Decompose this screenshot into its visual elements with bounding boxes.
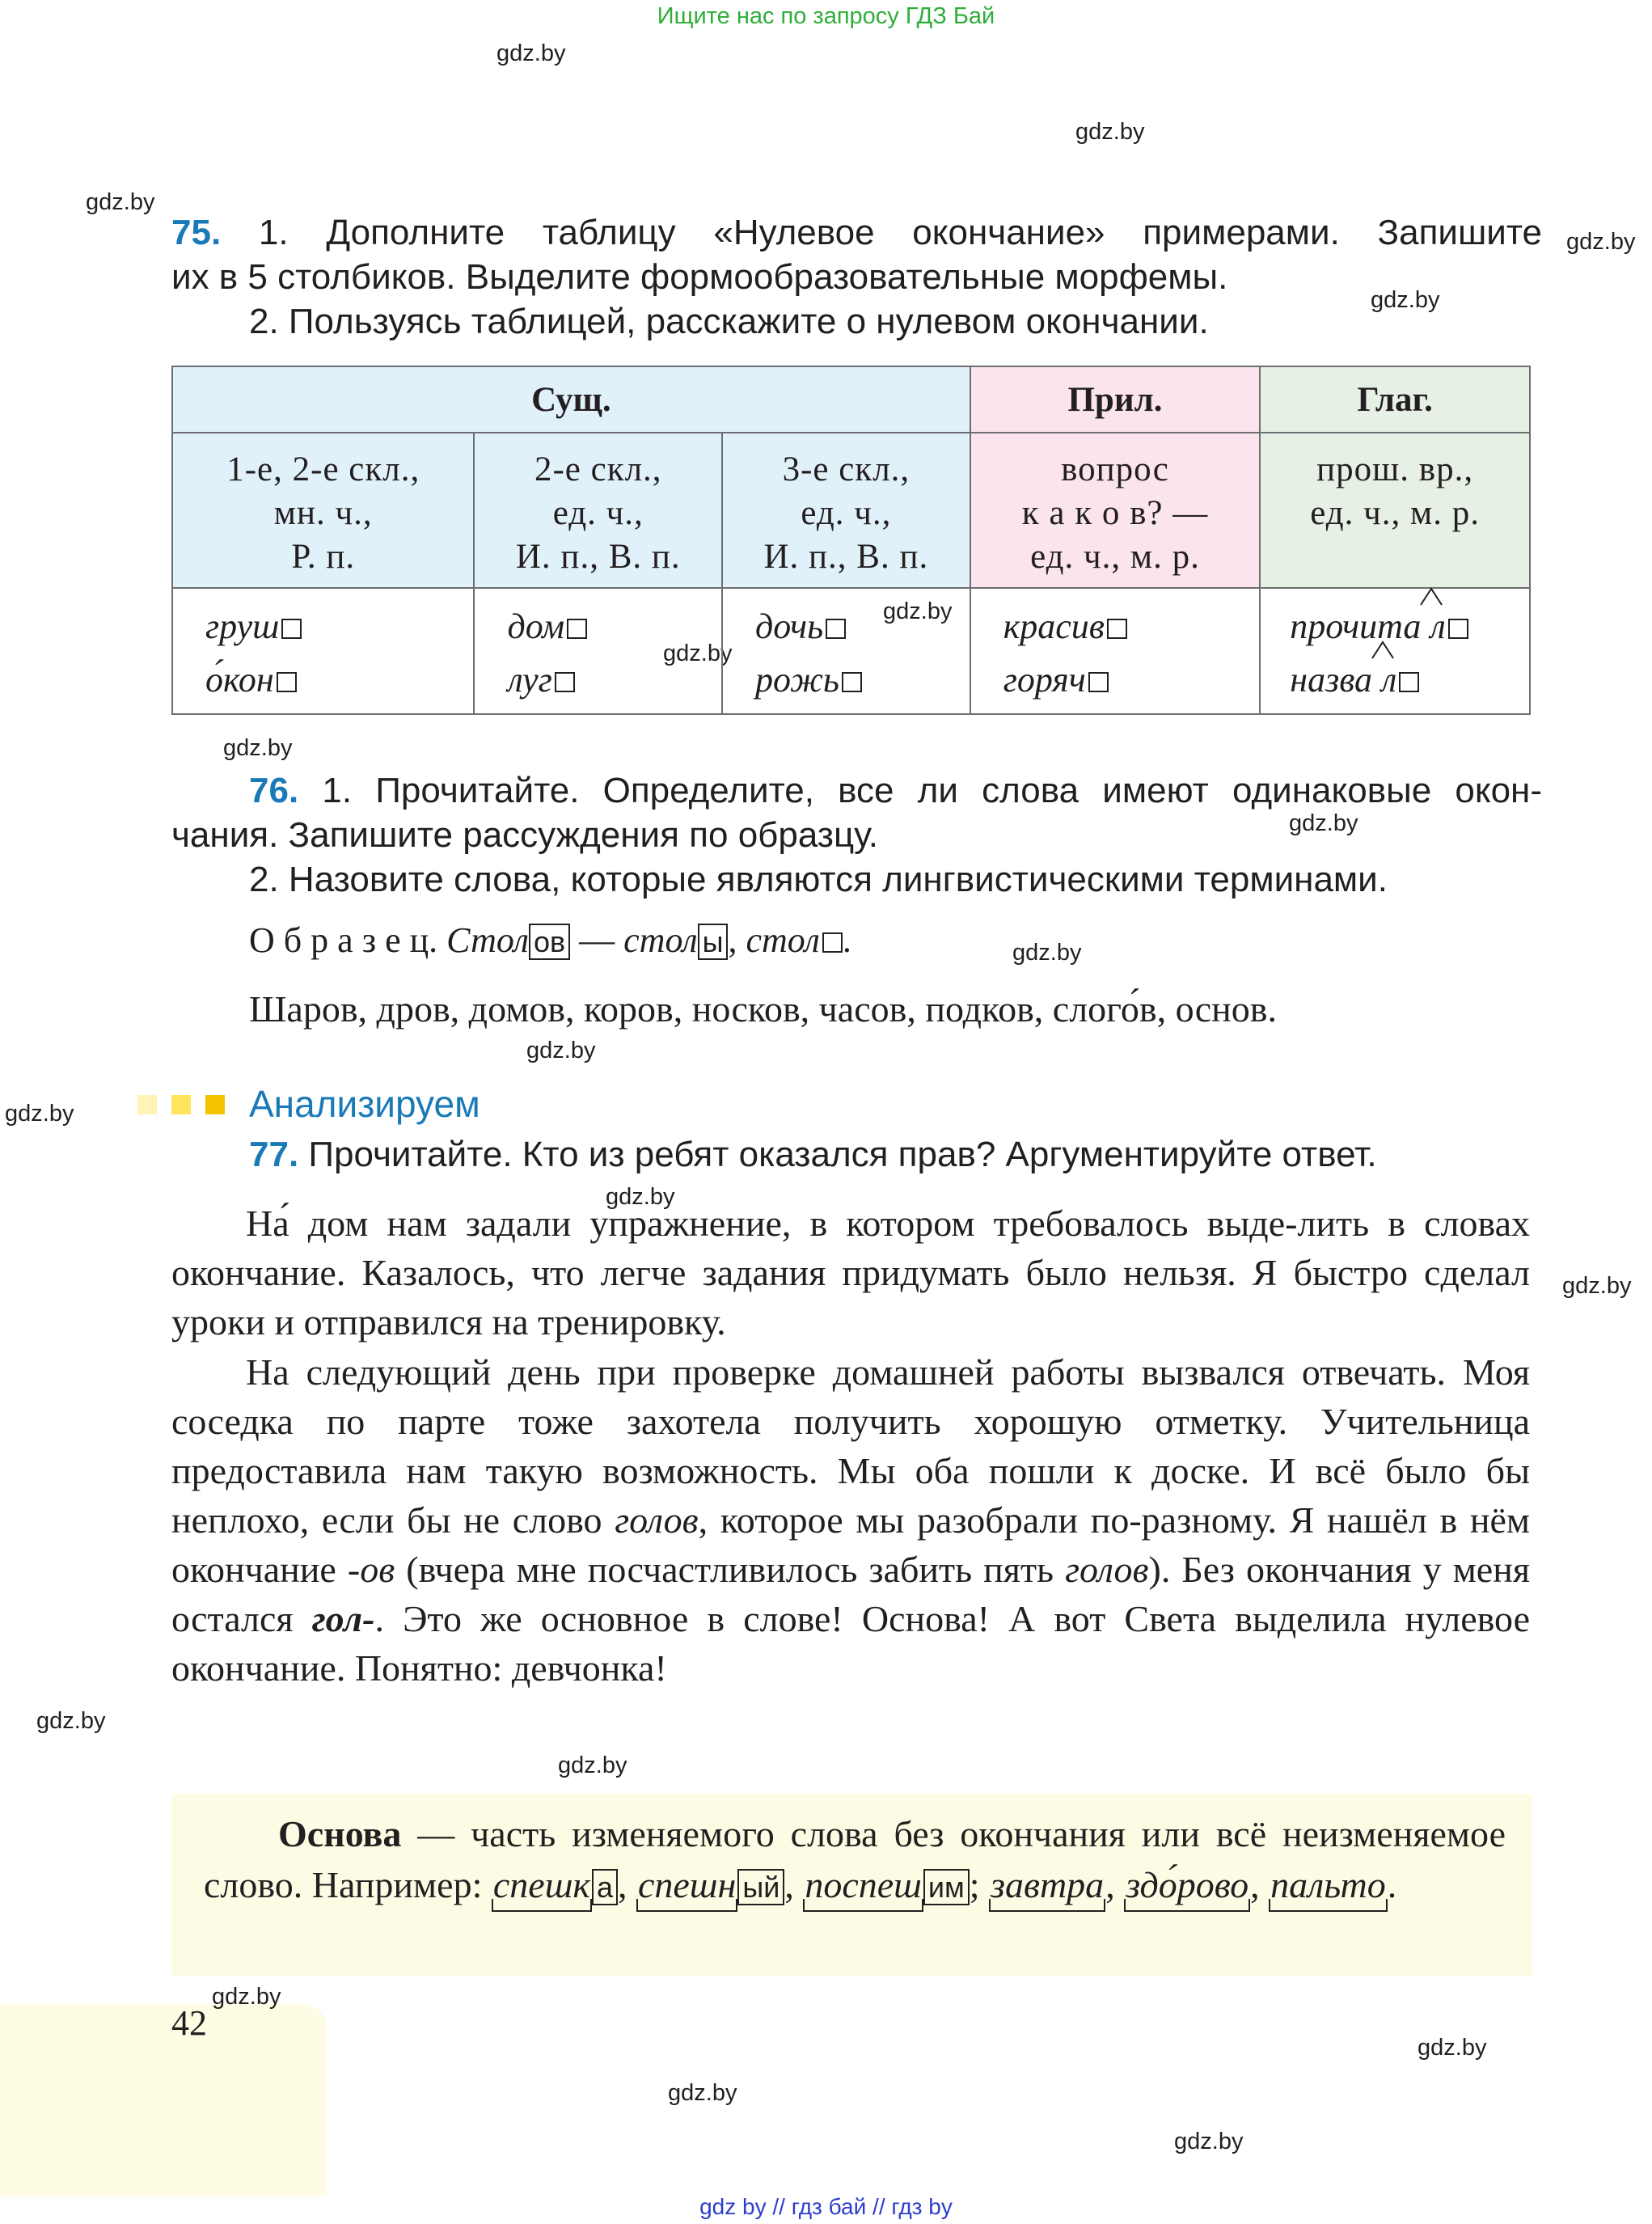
- header-verb: Глаг.: [1260, 366, 1530, 433]
- zero-ending-icon: [1399, 672, 1419, 692]
- watermark: gdz.by: [1289, 810, 1358, 836]
- header-adjective: Прил.: [970, 366, 1261, 433]
- zero-ending-icon: [842, 672, 862, 692]
- corner-decoration: [0, 2004, 327, 2197]
- watermark: gdz.by: [212, 1984, 281, 2010]
- ex76-line2: чания. Запишите рассуждения по образцу.: [171, 815, 879, 855]
- page-number: 42: [171, 2003, 207, 2043]
- example-cell: груш о́кон: [172, 588, 474, 714]
- watermark: gdz.by: [5, 1101, 74, 1127]
- subheader-cell: прош. вр., ед. ч., м. р.: [1260, 433, 1530, 588]
- example-cell: дочь рожь: [722, 588, 970, 714]
- section-title: Анализируем: [249, 1083, 480, 1125]
- rule-term: Основа: [278, 1813, 402, 1854]
- section-marker-2: [171, 1095, 191, 1114]
- zero-ending-icon: [1088, 672, 1109, 692]
- zero-ending-icon: [277, 672, 297, 692]
- watermark: gdz.by: [86, 189, 155, 215]
- ex75-line1: [171, 210, 1542, 255]
- ex77-task: [249, 1132, 1377, 1177]
- ex77-paragraph-2: На следующий день при проверке домашней работы вызвался отвечать. Моя соседка по парте тоже захотела получить хорошую отметку. Учительница предоставила нам такую возможность. Мы оба пошли к доске. И всё было бы неплохо, если бы не слово голов, которое мы разобрали по-разному. Я нашёл в нём окончание -ов (вчера мне посчастливилось забить пять голов). Без окончания у меня остался гол-. Это же основное в слове! Основа! А вот Света выделила нулевое окончание. Понятно: девчонка!: [171, 1351, 1531, 1689]
- ex75-line3: 2. Пользуясь таблицей, расскажите о нулевом окончании.: [249, 302, 1209, 341]
- rule-text: Основа — часть изменяемого слова без окончания или всё неизменяемое слово. Например: спешк а , спешн ый , поспеш им ; завтра, здо́рово, пальто.: [204, 1808, 1506, 1913]
- watermark: gdz.by: [663, 641, 733, 666]
- subheader-cell: 2-е скл., ед. ч., И. п., В. п.: [474, 433, 722, 588]
- top-banner[interactable]: Ищите нас по запросу ГДЗ Бай: [657, 3, 995, 29]
- watermark: gdz.by: [1371, 287, 1440, 313]
- footer-link[interactable]: гдз by: [891, 2194, 953, 2219]
- subheader-cell: 1-е, 2-е скл., мн. ч., Р. п.: [172, 433, 474, 588]
- subheader-cell: 3-е скл., ед. ч., И. п., В. п.: [722, 433, 970, 588]
- zero-ending-icon: [555, 672, 575, 692]
- subheader-cell: вопрос к а к о в? — ед. ч., м. р.: [970, 433, 1261, 588]
- ex75-text-1: 1. Дополните таблицу «Нулевое окончание» примерами. Запишите: [258, 213, 1542, 252]
- ex76-line1: [171, 768, 1542, 813]
- watermark: gdz.by: [1566, 229, 1636, 255]
- watermark: gdz.by: [668, 2080, 737, 2106]
- footer-link[interactable]: гдз бай: [791, 2194, 867, 2219]
- ex76-words: Шаров, дров, домов, коров, носков, часов, подков, слого́в, основ.: [249, 988, 1277, 1030]
- null-ending-table: [171, 366, 1531, 715]
- watermark: gdz.by: [223, 735, 293, 761]
- footer-link[interactable]: gdz by: [699, 2194, 767, 2219]
- header-noun: Сущ.: [172, 366, 970, 433]
- example-cell: прочита л назва л: [1260, 588, 1530, 714]
- ex76-number: 76.: [249, 771, 299, 810]
- ex76-text-1: 1. Прочитайте. Определите, все ли слова имеют одинаковые окон-: [322, 771, 1542, 810]
- watermark: gdz.by: [883, 598, 953, 624]
- ex76-sample: О б р а з е ц. Стол ов — стол ы , стол .: [249, 920, 851, 960]
- watermark: gdz.by: [496, 40, 566, 66]
- footer-links: gdz by // гдз бай // гдз by: [699, 2194, 953, 2219]
- zero-ending-icon: [1107, 619, 1127, 639]
- watermark: gdz.by: [1012, 940, 1082, 966]
- zero-ending-icon: [567, 619, 587, 639]
- watermark: gdz.by: [526, 1038, 596, 1063]
- ex77-paragraph-1: На́ дом нам задали упражнение, в котором требовалось выде-лить в словах окончание. Казалось, что легче задания придумать было нельзя. Я быстро сделал уроки и отправился на тренировку.: [171, 1203, 1530, 1342]
- zero-ending-icon: [1448, 619, 1468, 639]
- watermark: gdz.by: [1562, 1273, 1632, 1299]
- suffix-caret-icon: [1419, 586, 1443, 607]
- example-cell: дом луг: [474, 588, 722, 714]
- ex77-task-text: Прочитайте. Кто из ребят оказался прав? Аргументируйте ответ.: [308, 1135, 1377, 1174]
- watermark: gdz.by: [1174, 2129, 1244, 2154]
- zero-ending-icon: [826, 619, 846, 639]
- section-marker-1: [137, 1095, 157, 1114]
- example-cell: красив горяч: [970, 588, 1261, 714]
- watermark: gdz.by: [558, 1753, 627, 1778]
- ex75-line2: их в 5 столбиков. Выделите формообразовательные морфемы.: [171, 257, 1228, 297]
- watermark: gdz.by: [1418, 2035, 1487, 2061]
- watermark: gdz.by: [606, 1184, 675, 1210]
- suffix-caret-icon: [1371, 639, 1395, 660]
- ex75-number: 75.: [171, 213, 222, 252]
- ex77-number: 77.: [249, 1135, 299, 1174]
- section-marker-3: [205, 1095, 225, 1114]
- ex76-line3: 2. Назовите слова, которые являются лингвистическими терминами.: [249, 860, 1388, 899]
- zero-ending-icon: [281, 619, 302, 639]
- watermark: gdz.by: [1075, 119, 1145, 145]
- watermark: gdz.by: [36, 1708, 106, 1734]
